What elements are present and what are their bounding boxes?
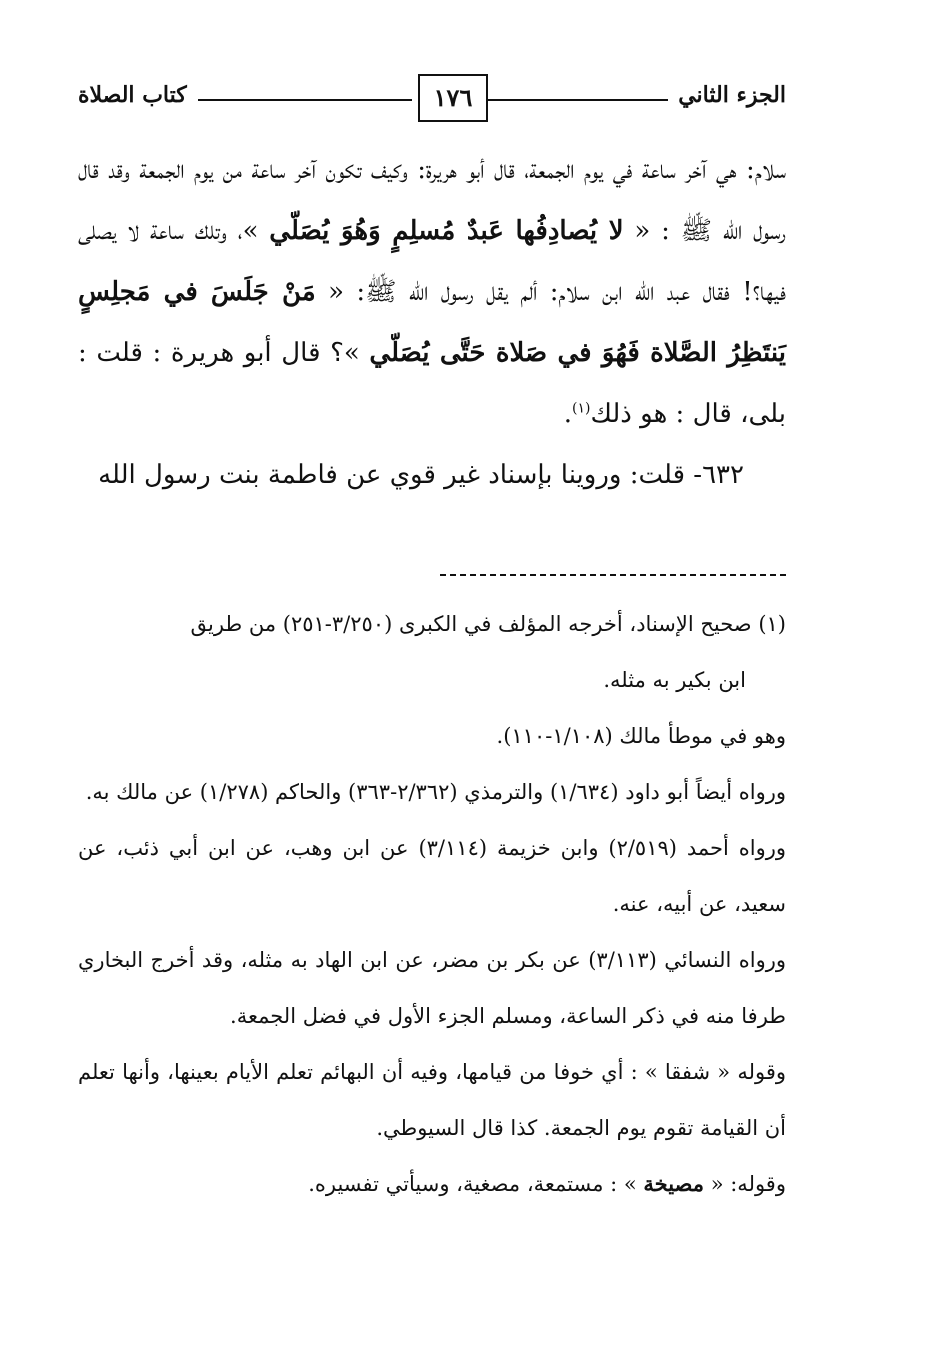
page-number: ١٧٦ (418, 74, 488, 122)
page-header (78, 72, 786, 126)
text-segment: . (563, 399, 572, 429)
footnote-1: (١) صحيح الإسناد، أخرجه المؤلف في الكبرى (٣/٢٥٠-٢٥١) من طريق (190, 612, 786, 636)
footnote-line: ورواه أحمد (٢/٥١٩) وابن خزيمة (٣/١١٤) عن ابن وهب، عن ابن أبي ذئب، عن سعيد، عن أبيه، عنه. (78, 836, 786, 916)
main-text (78, 140, 786, 506)
footnote-line: وهو في موطأ مالك (١/١٠٨-١١٠). (496, 724, 786, 748)
hadith-quote: لا يُصادِفُها عَبدٌ مُسلِمٍ وَهُوَ يُصَلّي (269, 216, 624, 246)
footnote-line: ورواه أيضاً أبو داود (١/٦٣٤) والترمذي (٢/٣٦٢-٣٦٣) والحاكم (١/٢٧٨) عن مالك به. (85, 780, 786, 804)
header-rule-left (198, 99, 412, 101)
paragraph-632: ٦٣٢- قلت: وروينا بإسناد غير قوي عن فاطمة بنت رسول الله (98, 460, 744, 490)
volume-title: الجزء الثاني (678, 82, 786, 108)
text-segment: »؟ قال أبو هريرة : قلت : بلى، قال : هو ذلك (78, 338, 786, 429)
defined-word: مصيخة (643, 1171, 705, 1196)
header-rule-right (488, 99, 668, 101)
text-segment: » : مستمعة، مصغية، وسيأتي تفسيره. (308, 1172, 644, 1196)
footnote-line: ورواه النسائي (٣/١١٣) عن بكر بن مضر، عن ابن الهاد به مثله، وقد أخرج البخاري طرفا منه في ذكر الساعة، ومسلم الجزء الأول في فضل الجمعة. (78, 948, 787, 1028)
paragraph-hadith (78, 140, 786, 445)
hadith-quote: مَنْ جَلَسَ في مَجلِسٍ يَنتَظِرُ الصَّلاة فَهُوَ في صَلاة حَتَّى يُصَلّي (78, 277, 786, 368)
footnote-line (78, 1156, 786, 1212)
text-segment: سلام: هي آخر ساعة في يوم الجمعة، قال أبو هريرة: وكيف تكون آخر ساعة من يوم الجمعة وقد قال رسول الله ﷺ : « (78, 155, 786, 246)
text-segment: »، وتلك ساعة لا يصلى فيها؟! فقال عبد الله ابن سلام: ألم يقل رسول الله ﷺ: « (78, 216, 787, 307)
footnote-reference: (١) (572, 400, 591, 417)
footnote-separator (440, 574, 786, 576)
footnote-line: وقوله « شفقا » : أي خوفا من قيامها، وفيه أن البهائم تعلم الأيام بعينها، وأنها تعلم أن القيامة تقوم يوم الجمعة. كذا قال السيوطي. (78, 1060, 786, 1140)
footnote-1-continued: ابن بكير به مثله. (603, 668, 746, 692)
book-title: كتاب الصلاة (78, 82, 187, 108)
footnotes (78, 596, 786, 1212)
text-segment: وقوله: « (704, 1172, 786, 1196)
